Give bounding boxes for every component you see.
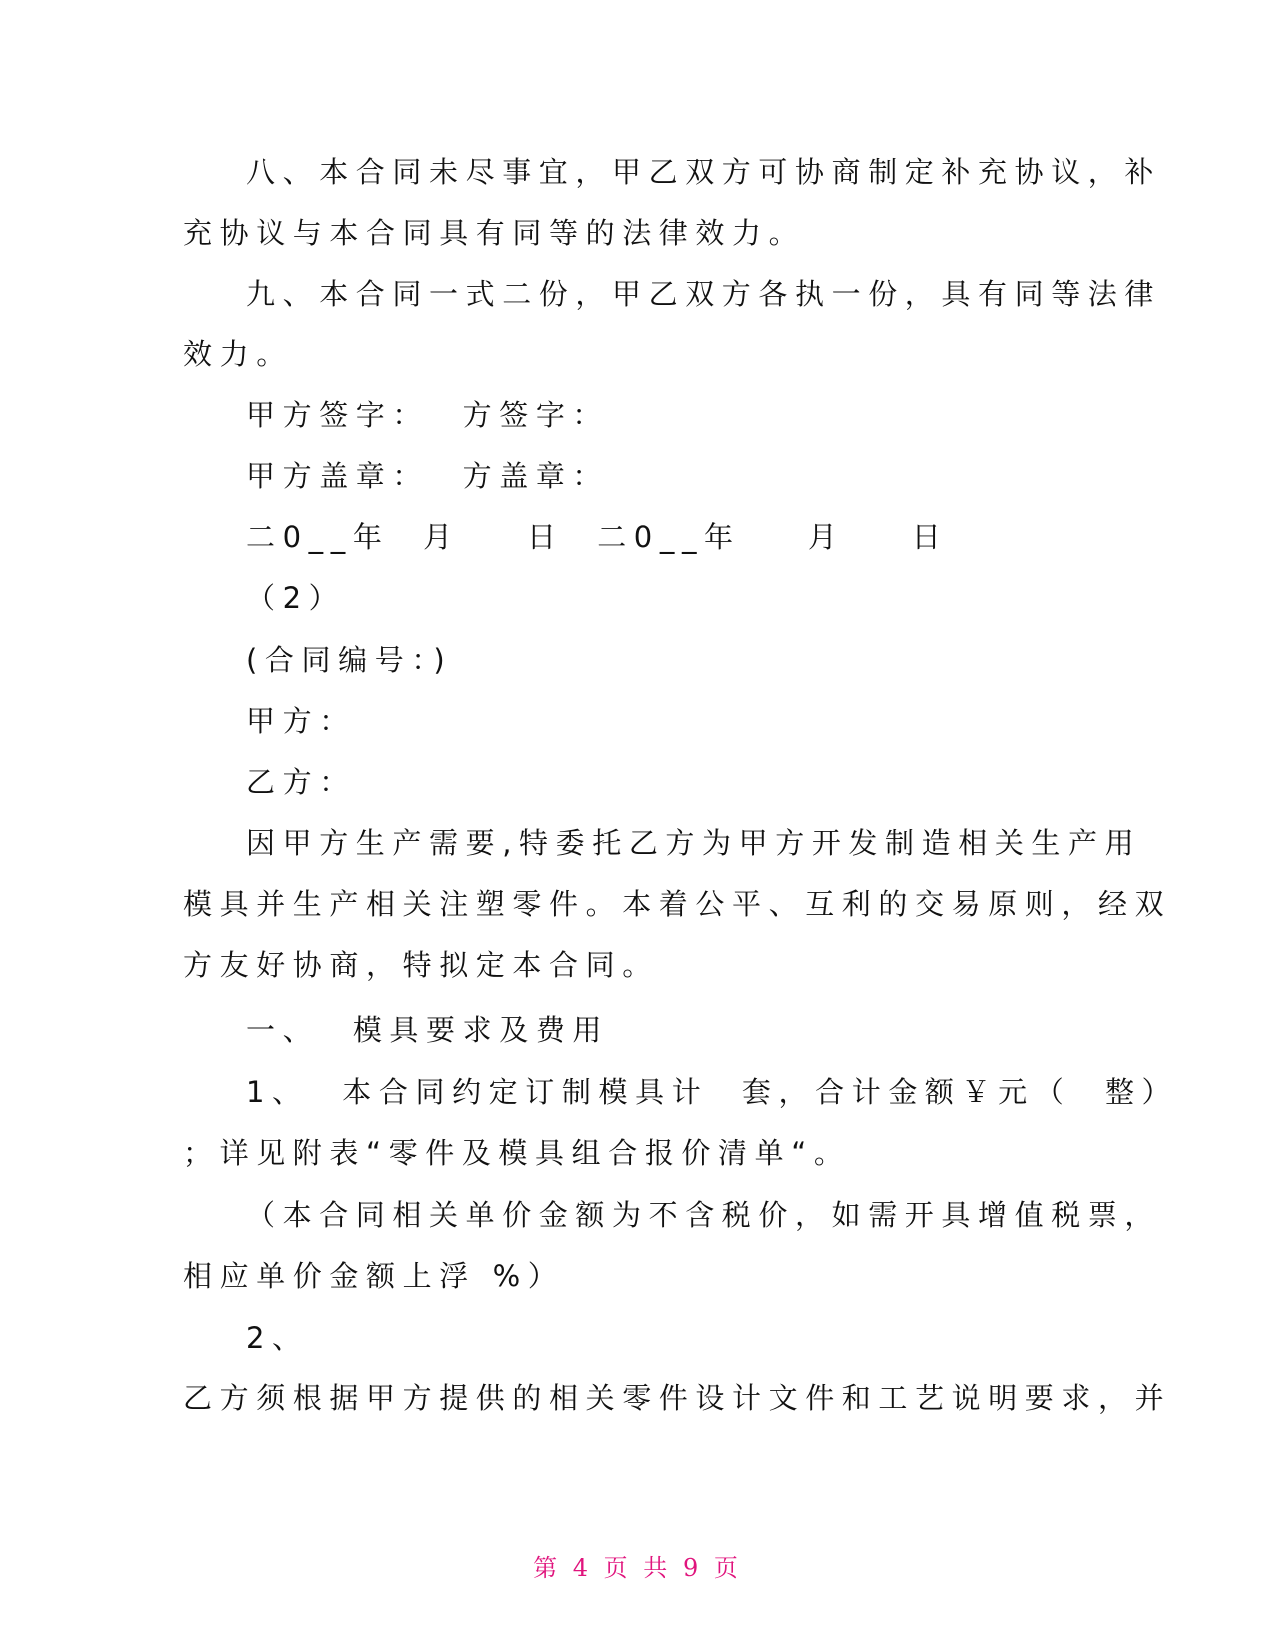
tax-note-line-2: 相应单价金额上浮 %） [183, 1259, 565, 1293]
paragraph-line-clause-9: 九、本合同一式二份，甲乙双方各执一份，具有同等法律 [246, 277, 1162, 311]
section-number: （2） [246, 581, 346, 615]
item-2-line-1: 乙方须根据甲方提供的相关零件设计文件和工艺说明要求，并 [183, 1381, 1172, 1415]
contract-number-line: (合同编号：) [246, 643, 453, 677]
paragraph-line-clause-8-cont: 充协议与本合同具有同等的法律效力。 [183, 216, 806, 250]
item-1-line-1: 1、 本合同约定订制模具计 套，合计金额￥元（ 整） [246, 1075, 1179, 1109]
section-heading-mold-requirements: 一、 模具要求及费用 [246, 1013, 610, 1047]
page-footer: 第 4 页 共 9 页 [533, 1554, 742, 1582]
party-a-line: 甲方： [246, 704, 356, 738]
date-line: 二0__年 月 日 二0__年 月 日 [246, 520, 949, 554]
party-b-line: 乙方： [246, 765, 356, 799]
intro-line-2: 模具并生产相关注塑零件。本着公平、互利的交易原则，经双 [183, 887, 1172, 921]
signature-line: 甲方签字： 方签字： [246, 398, 610, 432]
intro-line-3: 方友好协商，特拟定本合同。 [183, 948, 659, 982]
paragraph-line-clause-8: 八、本合同未尽事宜，甲乙双方可协商制定补充协议，补 [246, 155, 1162, 189]
tax-note-line-1: （本合同相关单价金额为不含税价，如需开具增值税票， [246, 1198, 1162, 1232]
item-1-line-2: ；详见附表“零件及模具组合报价清单“。 [183, 1136, 851, 1170]
paragraph-line-clause-9-cont: 效力。 [183, 337, 293, 371]
intro-line-1: 因甲方生产需要,特委托乙方为甲方开发制造相关生产用 [246, 826, 1142, 860]
seal-line: 甲方盖章： 方盖章： [246, 459, 610, 493]
item-2-number: 2、 [246, 1321, 309, 1355]
